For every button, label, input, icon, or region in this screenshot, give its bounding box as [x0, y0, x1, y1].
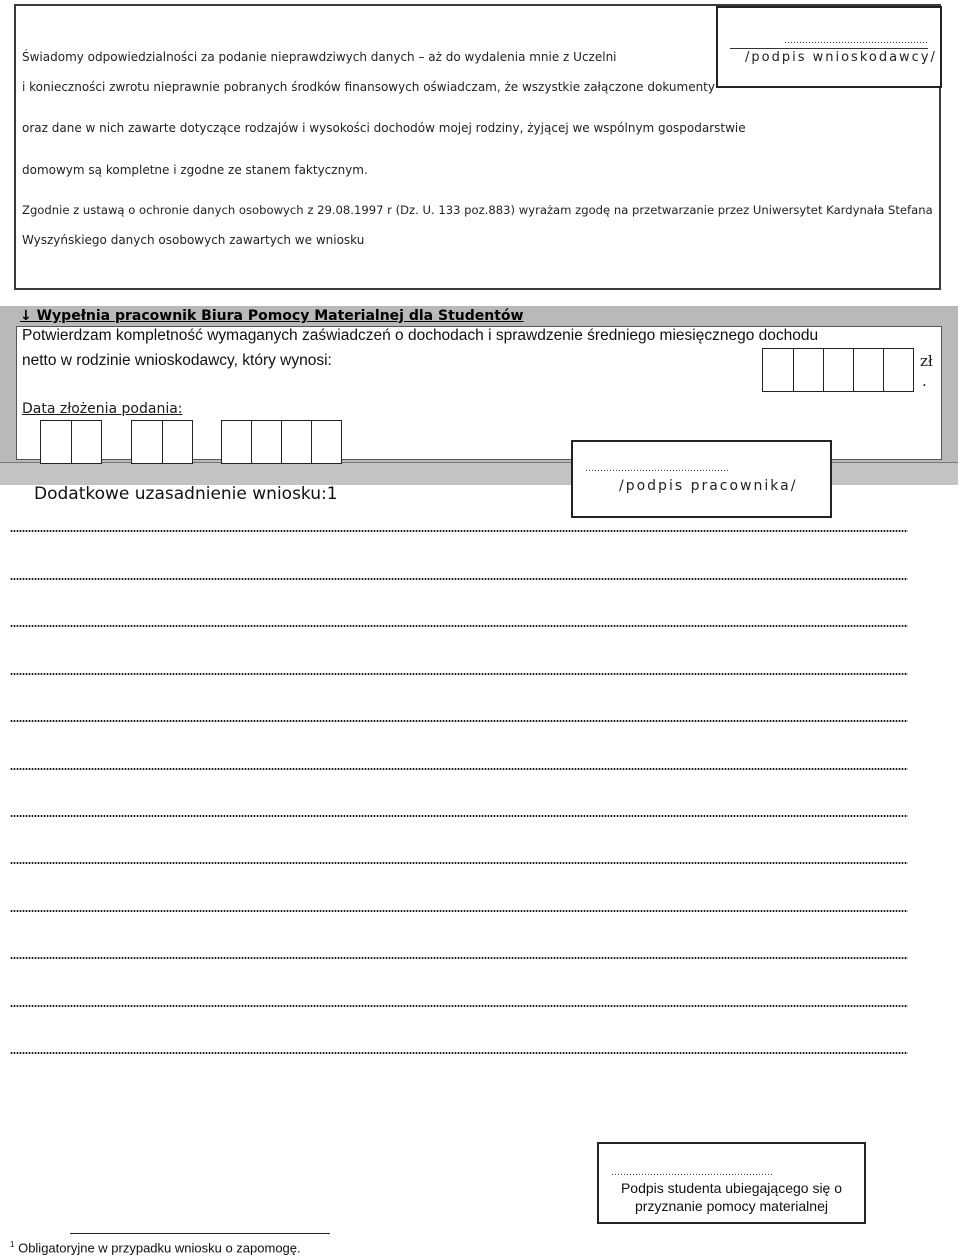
staff-signature-dots: …………………………………………	[585, 464, 729, 474]
income-digit-cell-4[interactable]	[853, 348, 884, 392]
income-digit-cell-5[interactable]	[883, 348, 914, 392]
income-digit-cell-2[interactable]	[793, 348, 824, 392]
declaration-line-5: Zgodnie z ustawą o ochronie danych osobowych z 29.08.1997 r (Dz. U. 133 poz.883) wyrażam zgodę na przetwarzanie przez Uniwersytet Kardynała Stefana	[22, 203, 933, 217]
date-day-cell-2[interactable]	[71, 420, 102, 464]
staff-section-title-text: Wypełnia pracownik Biura Pomocy Materialnej dla Studentów	[36, 308, 524, 324]
justification-line-1[interactable]	[10, 530, 908, 532]
declaration-line-1: Świadomy odpowiedzialności za podanie nieprawdziwych danych – aż do wydalenia mnie z Uczelni	[22, 50, 617, 64]
additional-justification-label	[34, 484, 338, 504]
justification-line-6[interactable]	[10, 768, 908, 770]
income-confirmation-line-1: Potwierdzam kompletność wymaganych zaświadczeń o dochodach i sprawdzenie średniego miesięcznego dochodu	[22, 327, 819, 344]
date-year-cell-1[interactable]	[221, 420, 252, 464]
submission-date-label: Data złożenia podania:	[22, 401, 183, 417]
date-month-cell-1[interactable]	[131, 420, 163, 464]
currency-label: zł	[920, 352, 933, 370]
student-signature-box[interactable]	[597, 1142, 866, 1224]
footnote-reference: 1	[326, 484, 338, 504]
applicant-signature-rule	[730, 48, 928, 49]
justification-line-4[interactable]	[10, 673, 908, 675]
date-month-cell-2[interactable]	[162, 420, 193, 464]
staff-signature-box[interactable]	[571, 440, 832, 518]
justification-line-2[interactable]	[10, 578, 908, 580]
date-year-cell-3[interactable]	[281, 420, 312, 464]
staff-section-title	[20, 308, 523, 324]
justification-line-11[interactable]	[10, 1005, 908, 1007]
student-signature-label-line-2: przyznanie pomocy materialnej	[635, 1198, 828, 1214]
declaration-line-6: Wyszyńskiego danych osobowych zawartych we wniosku	[22, 233, 365, 247]
income-digit-cell-1[interactable]	[762, 348, 794, 392]
student-signature-label-line-1: Podpis studenta ubiegającego się o	[620, 1180, 843, 1196]
justification-line-10[interactable]	[10, 957, 908, 959]
income-digit-cell-3[interactable]	[823, 348, 854, 392]
justification-line-3[interactable]	[10, 625, 908, 627]
income-confirmation-line-2: netto w rodzinie wnioskodawcy, który wynosi:	[22, 352, 332, 369]
justification-line-8[interactable]	[10, 862, 908, 864]
declaration-line-4: domowym są kompletne i zgodne ze stanem faktycznym.	[22, 163, 368, 177]
footnote-separator	[70, 1233, 330, 1234]
justification-line-12[interactable]	[10, 1052, 908, 1054]
declaration-line-3: oraz dane w nich zawarte dotyczące rodzajów i wysokości dochodów mojej rodziny, żyjącej we wspólnym gospodarstwie	[22, 121, 746, 135]
justification-line-9[interactable]	[10, 910, 908, 912]
applicant-signature-label: /podpis wnioskodawcy/	[745, 50, 937, 65]
justification-line-7[interactable]	[10, 815, 908, 817]
additional-justification-text: Dodatkowe uzasadnienie wniosku:	[34, 484, 327, 504]
applicant-signature-box[interactable]	[716, 6, 942, 88]
date-day-cell-1[interactable]	[40, 420, 72, 464]
footnote-marker: 1	[10, 1240, 15, 1249]
student-signature-dots: ………………………………………………	[611, 1168, 773, 1178]
footnote-text: Obligatoryjne w przypadku wniosku o zapomogę.	[18, 1240, 301, 1256]
date-year-cell-4[interactable]	[311, 420, 342, 464]
footnote	[10, 1240, 301, 1255]
date-year-cell-2[interactable]	[251, 420, 282, 464]
applicant-signature-dots: …………………………………………	[784, 36, 928, 46]
arrow-down-icon: ↓	[20, 308, 32, 324]
declaration-line-2: i konieczności zwrotu nieprawnie pobranych środków finansowych oświadczam, że wszystkie załączone dokumenty	[22, 80, 715, 94]
justification-line-5[interactable]	[10, 720, 908, 722]
currency-dot: .	[922, 372, 927, 390]
staff-signature-label: /podpis pracownika/	[619, 478, 798, 494]
